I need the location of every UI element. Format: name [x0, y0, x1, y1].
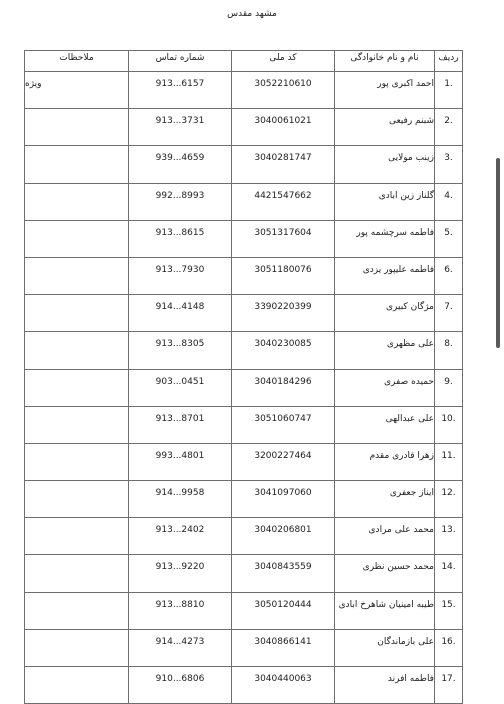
phone-cell: 992...8993	[129, 183, 232, 220]
national-id-cell: 3040866141	[232, 629, 335, 666]
phone-cell: 903...0451	[129, 369, 232, 406]
full-name-cell: فاطمه سرچشمه پور	[335, 220, 435, 257]
national-id-cell: 3040843559	[232, 555, 335, 592]
national-id-cell: 3040061021	[232, 109, 335, 146]
row-number-cell	[435, 667, 463, 704]
page-title: مشهد مقدس	[227, 9, 277, 19]
header-row-number: ردیف	[435, 51, 463, 72]
row-number: 8.	[444, 339, 453, 350]
row-number: 4.	[444, 190, 453, 201]
table-row	[25, 295, 463, 332]
national-id-cell: 3040281747	[232, 146, 335, 183]
full-name-cell: حمیده صفری	[335, 369, 435, 406]
full-name-cell: علی مظهری	[335, 332, 435, 369]
full-name-cell: زهرا قادری مقدم	[335, 443, 435, 480]
header-phone: شماره تماس	[129, 51, 232, 72]
row-number: 6.	[444, 264, 453, 275]
notes-cell	[25, 555, 129, 592]
full-name-cell: محمد علی مرادی	[335, 518, 435, 555]
phone-cell: 914...4273	[129, 629, 232, 666]
row-number: 12.	[441, 488, 456, 499]
table-row	[25, 72, 463, 109]
full-name-cell: زینب مولایی	[335, 146, 435, 183]
table-row	[25, 146, 463, 183]
notes-cell: ویژه	[25, 72, 129, 109]
phone-cell: 993...4801	[129, 443, 232, 480]
national-id-cell: 3200227464	[232, 443, 335, 480]
row-number: 17.	[441, 674, 456, 684]
full-name-cell: علی عبدالهی	[335, 406, 435, 443]
full-name-cell: محمد حسین نظری	[335, 555, 435, 592]
notes-cell	[25, 332, 129, 369]
row-number: 14.	[441, 562, 456, 573]
phone-cell: 913...6157	[129, 72, 232, 109]
row-number: 13.	[441, 525, 456, 536]
phone-cell: 910...6806	[129, 667, 232, 704]
row-number-cell	[435, 295, 463, 332]
national-id-cell: 3051180076	[232, 257, 335, 294]
row-number-cell	[435, 406, 463, 443]
row-number: 9.	[444, 376, 453, 387]
notes-cell	[25, 257, 129, 294]
national-id-cell: 4421547662	[232, 183, 335, 220]
full-name-cell: فاطمه علیپور یزدی	[335, 257, 435, 294]
notes-cell	[25, 518, 129, 555]
row-number-cell	[435, 183, 463, 220]
row-number-cell	[435, 109, 463, 146]
national-id-cell: 3040440063	[232, 667, 335, 704]
phone-cell: 913...2402	[129, 518, 232, 555]
full-name-cell: احمد اکبری پور	[335, 72, 435, 109]
phone-cell: 913...7930	[129, 257, 232, 294]
table-row	[25, 518, 463, 555]
phone-cell: 913...3731	[129, 109, 232, 146]
national-id-cell: 3050120444	[232, 592, 335, 629]
notes-cell	[25, 146, 129, 183]
table-header-row	[25, 51, 463, 72]
notes-cell	[25, 481, 129, 518]
national-id-cell: 3041097060	[232, 481, 335, 518]
phone-cell: 914...4148	[129, 295, 232, 332]
row-number: 2.	[444, 116, 453, 127]
phone-cell: 913...8810	[129, 592, 232, 629]
phone-cell: 913...9220	[129, 555, 232, 592]
table-row	[25, 481, 463, 518]
table-row	[25, 332, 463, 369]
table-row	[25, 555, 463, 592]
row-number-cell	[435, 146, 463, 183]
notes-cell	[25, 667, 129, 704]
row-number-cell	[435, 369, 463, 406]
table-row	[25, 257, 463, 294]
notes-cell	[25, 369, 129, 406]
row-number: 15.	[441, 599, 456, 610]
row-number-cell	[435, 518, 463, 555]
row-number-cell	[435, 629, 463, 666]
national-id-cell: 3051060747	[232, 406, 335, 443]
vertical-scrollbar[interactable]	[496, 158, 500, 348]
notes-cell	[25, 183, 129, 220]
phone-cell: 939...4659	[129, 146, 232, 183]
table-row	[25, 592, 463, 629]
row-number-cell	[435, 72, 463, 109]
row-number: 7.	[444, 302, 453, 313]
national-id-cell: 3390220399	[232, 295, 335, 332]
row-number-cell	[435, 481, 463, 518]
national-id-cell: 3052210610	[232, 72, 335, 109]
row-number-cell	[435, 332, 463, 369]
notes-cell	[25, 629, 129, 666]
national-id-cell: 3040230085	[232, 332, 335, 369]
row-number: 11.	[441, 450, 456, 461]
row-number-cell	[435, 555, 463, 592]
table-row	[25, 406, 463, 443]
row-number-cell	[435, 592, 463, 629]
table-row	[25, 629, 463, 666]
table-row	[25, 109, 463, 146]
row-number: 3.	[444, 153, 453, 164]
full-name-cell: گلناز زین ابادی	[335, 183, 435, 220]
full-name-cell: علی بازماندگان	[335, 629, 435, 666]
row-number: 16.	[441, 636, 456, 647]
row-number-cell	[435, 257, 463, 294]
row-number: 5.	[444, 227, 453, 238]
phone-cell: 913...8305	[129, 332, 232, 369]
row-number-cell	[435, 443, 463, 480]
row-number: 10.	[441, 413, 456, 424]
notes-cell	[25, 295, 129, 332]
phone-cell: 913...8615	[129, 220, 232, 257]
national-id-cell: 3051317604	[232, 220, 335, 257]
table-row	[25, 667, 463, 704]
full-name-cell: فاطمه افرند	[335, 667, 435, 704]
header-notes: ملاحظات	[25, 51, 129, 72]
notes-cell	[25, 220, 129, 257]
row-number-cell	[435, 220, 463, 257]
participants-table	[24, 50, 463, 704]
table-row	[25, 220, 463, 257]
national-id-cell: 3040184296	[232, 369, 335, 406]
full-name-cell: مژگان کبیری	[335, 295, 435, 332]
row-number: 1.	[444, 79, 453, 89]
notes-cell	[25, 109, 129, 146]
table-row	[25, 443, 463, 480]
notes-cell	[25, 443, 129, 480]
national-id-cell: 3040206801	[232, 518, 335, 555]
notes-cell	[25, 592, 129, 629]
full-name-cell: شبنم رفیعی	[335, 109, 435, 146]
notes-cell	[25, 406, 129, 443]
header-full-name: نام و نام خانوادگی	[335, 51, 435, 72]
full-name-cell: ایناز جعفری	[335, 481, 435, 518]
phone-cell: 913...8701	[129, 406, 232, 443]
table-row	[25, 369, 463, 406]
header-national-id: کد ملی	[232, 51, 335, 72]
full-name-cell: طیبه امینیان شاهرخ ابادی	[335, 592, 435, 629]
table-row	[25, 183, 463, 220]
phone-cell: 914...9958	[129, 481, 232, 518]
